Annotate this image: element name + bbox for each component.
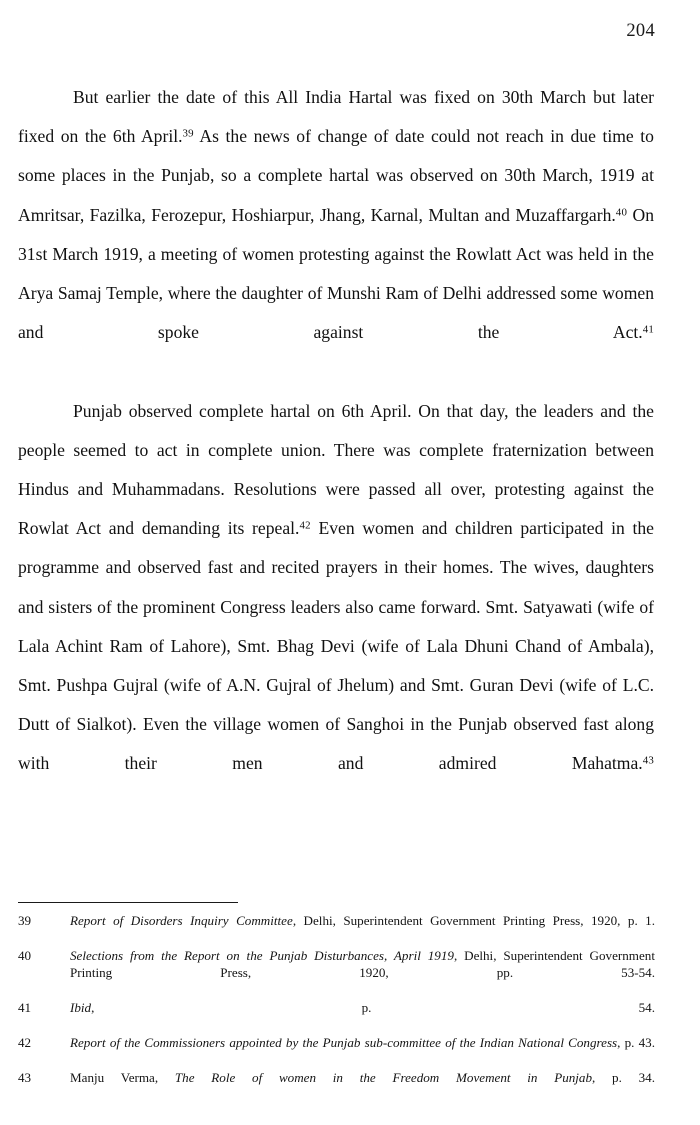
footnote-title: The Role of women in the Freedom Movement in Punjab: [174, 1069, 593, 1085]
footnote-reference-39[interactable]: 39: [182, 127, 194, 140]
page-number: 204: [626, 21, 655, 41]
footnote-number: 39: [18, 913, 32, 928]
footnote-detail: , Delhi, Superintendent Government Printing Press, 1920, p. 1.: [292, 913, 656, 928]
paragraph-2: Punjab observed complete hartal on 6th April. On that day, the leaders and the people seemed to act in complete union. There was complete fraternization between Hindus and Muhammadans. Resolutions were passed all over, protesting against the Rowlat Act and demanding its repeal.$^{42}$ Even women and children participated in the programme and observed fast and recited prayers in their homes. The wives, daughters and sisters of the prominent Congress leaders also came forward. Smt. Satyawati (wife of Lala Achint Ram of Lahore), Smt. Bhag Devi (wife of Lala Dhuni Chand of Ambala), Smt. Pushpa Gujral (wife of A.N. Gujral of Jhelum) and Smt. Guran Devi (wife of L.C. Dutt of Sialkot). Even the village women of Sanghoi in the Punjab observed fast along with their men and admired Mahatma.$^{43}$: [18, 400, 654, 774]
footnote-reference-40[interactable]: 40: [615, 205, 628, 218]
footnote-number: 41: [18, 1000, 32, 1016]
footnote-entry-42: [18, 1034, 655, 1069]
footnote-detail: , Delhi, Superintendent Government Printing Press, 1920, pp. 53-54.: [70, 947, 655, 981]
footnote-detail: Manju Verma,: [70, 1069, 175, 1085]
footnote-title: Ibid: [70, 1000, 92, 1016]
footnote-reference-42[interactable]: 42: [299, 519, 311, 532]
footnote-detail: , p. 54.: [91, 1000, 655, 1016]
footnote-detail: , p. 43.: [617, 1034, 655, 1050]
paragraph-1: But earlier the date of this All India Hartal was fixed on 30th March but later fixed on the 6th April.$^{39}$ As the news of change of date could not reach in due time to some places in the Punjab, so a complete hartal was observed on 30th March, 1919 at Amritsar, Fazilka, Ferozepur, Hoshiarpur, Jhang, Karnal, Multan and Muzaffargarh.$^{40}$ On 31st March 1919, a meeting of women protesting against the Rowlatt Act was held in the Arya Samaj Temple, where the daughter of Munshi Ram of Delhi addressed some women and spoke against the Act.$^{41}$: [18, 87, 654, 343]
footnote-reference-41[interactable]: 41: [642, 323, 654, 336]
footnote-entry-39: [18, 912, 655, 947]
footnote-entry-41: [18, 999, 655, 1034]
footnote-entry-40: [18, 947, 655, 999]
footnote-number: 42: [18, 1034, 32, 1050]
footnote-list: [18, 912, 655, 1103]
footnote-title: Report of the Commissioners appointed by the Punjab sub-committee of the Indian National Congress: [70, 1034, 618, 1050]
footnote-detail: , p. 34.: [592, 1069, 655, 1085]
body-text-block: [18, 78, 654, 823]
footnote-title: Report of Disorders Inquiry Committee: [70, 913, 293, 928]
footnote-section: [18, 902, 655, 1103]
footnote-separator-rule: [18, 902, 238, 903]
footnote-title: Selections from the Report on the Punjab Disturbances, April 1919: [70, 947, 454, 963]
footnote-number: 40: [18, 947, 32, 963]
footnote-number: 43: [18, 1069, 32, 1085]
footnote-reference-43[interactable]: 43: [642, 754, 654, 767]
footnote-entry-43: [18, 1069, 655, 1104]
